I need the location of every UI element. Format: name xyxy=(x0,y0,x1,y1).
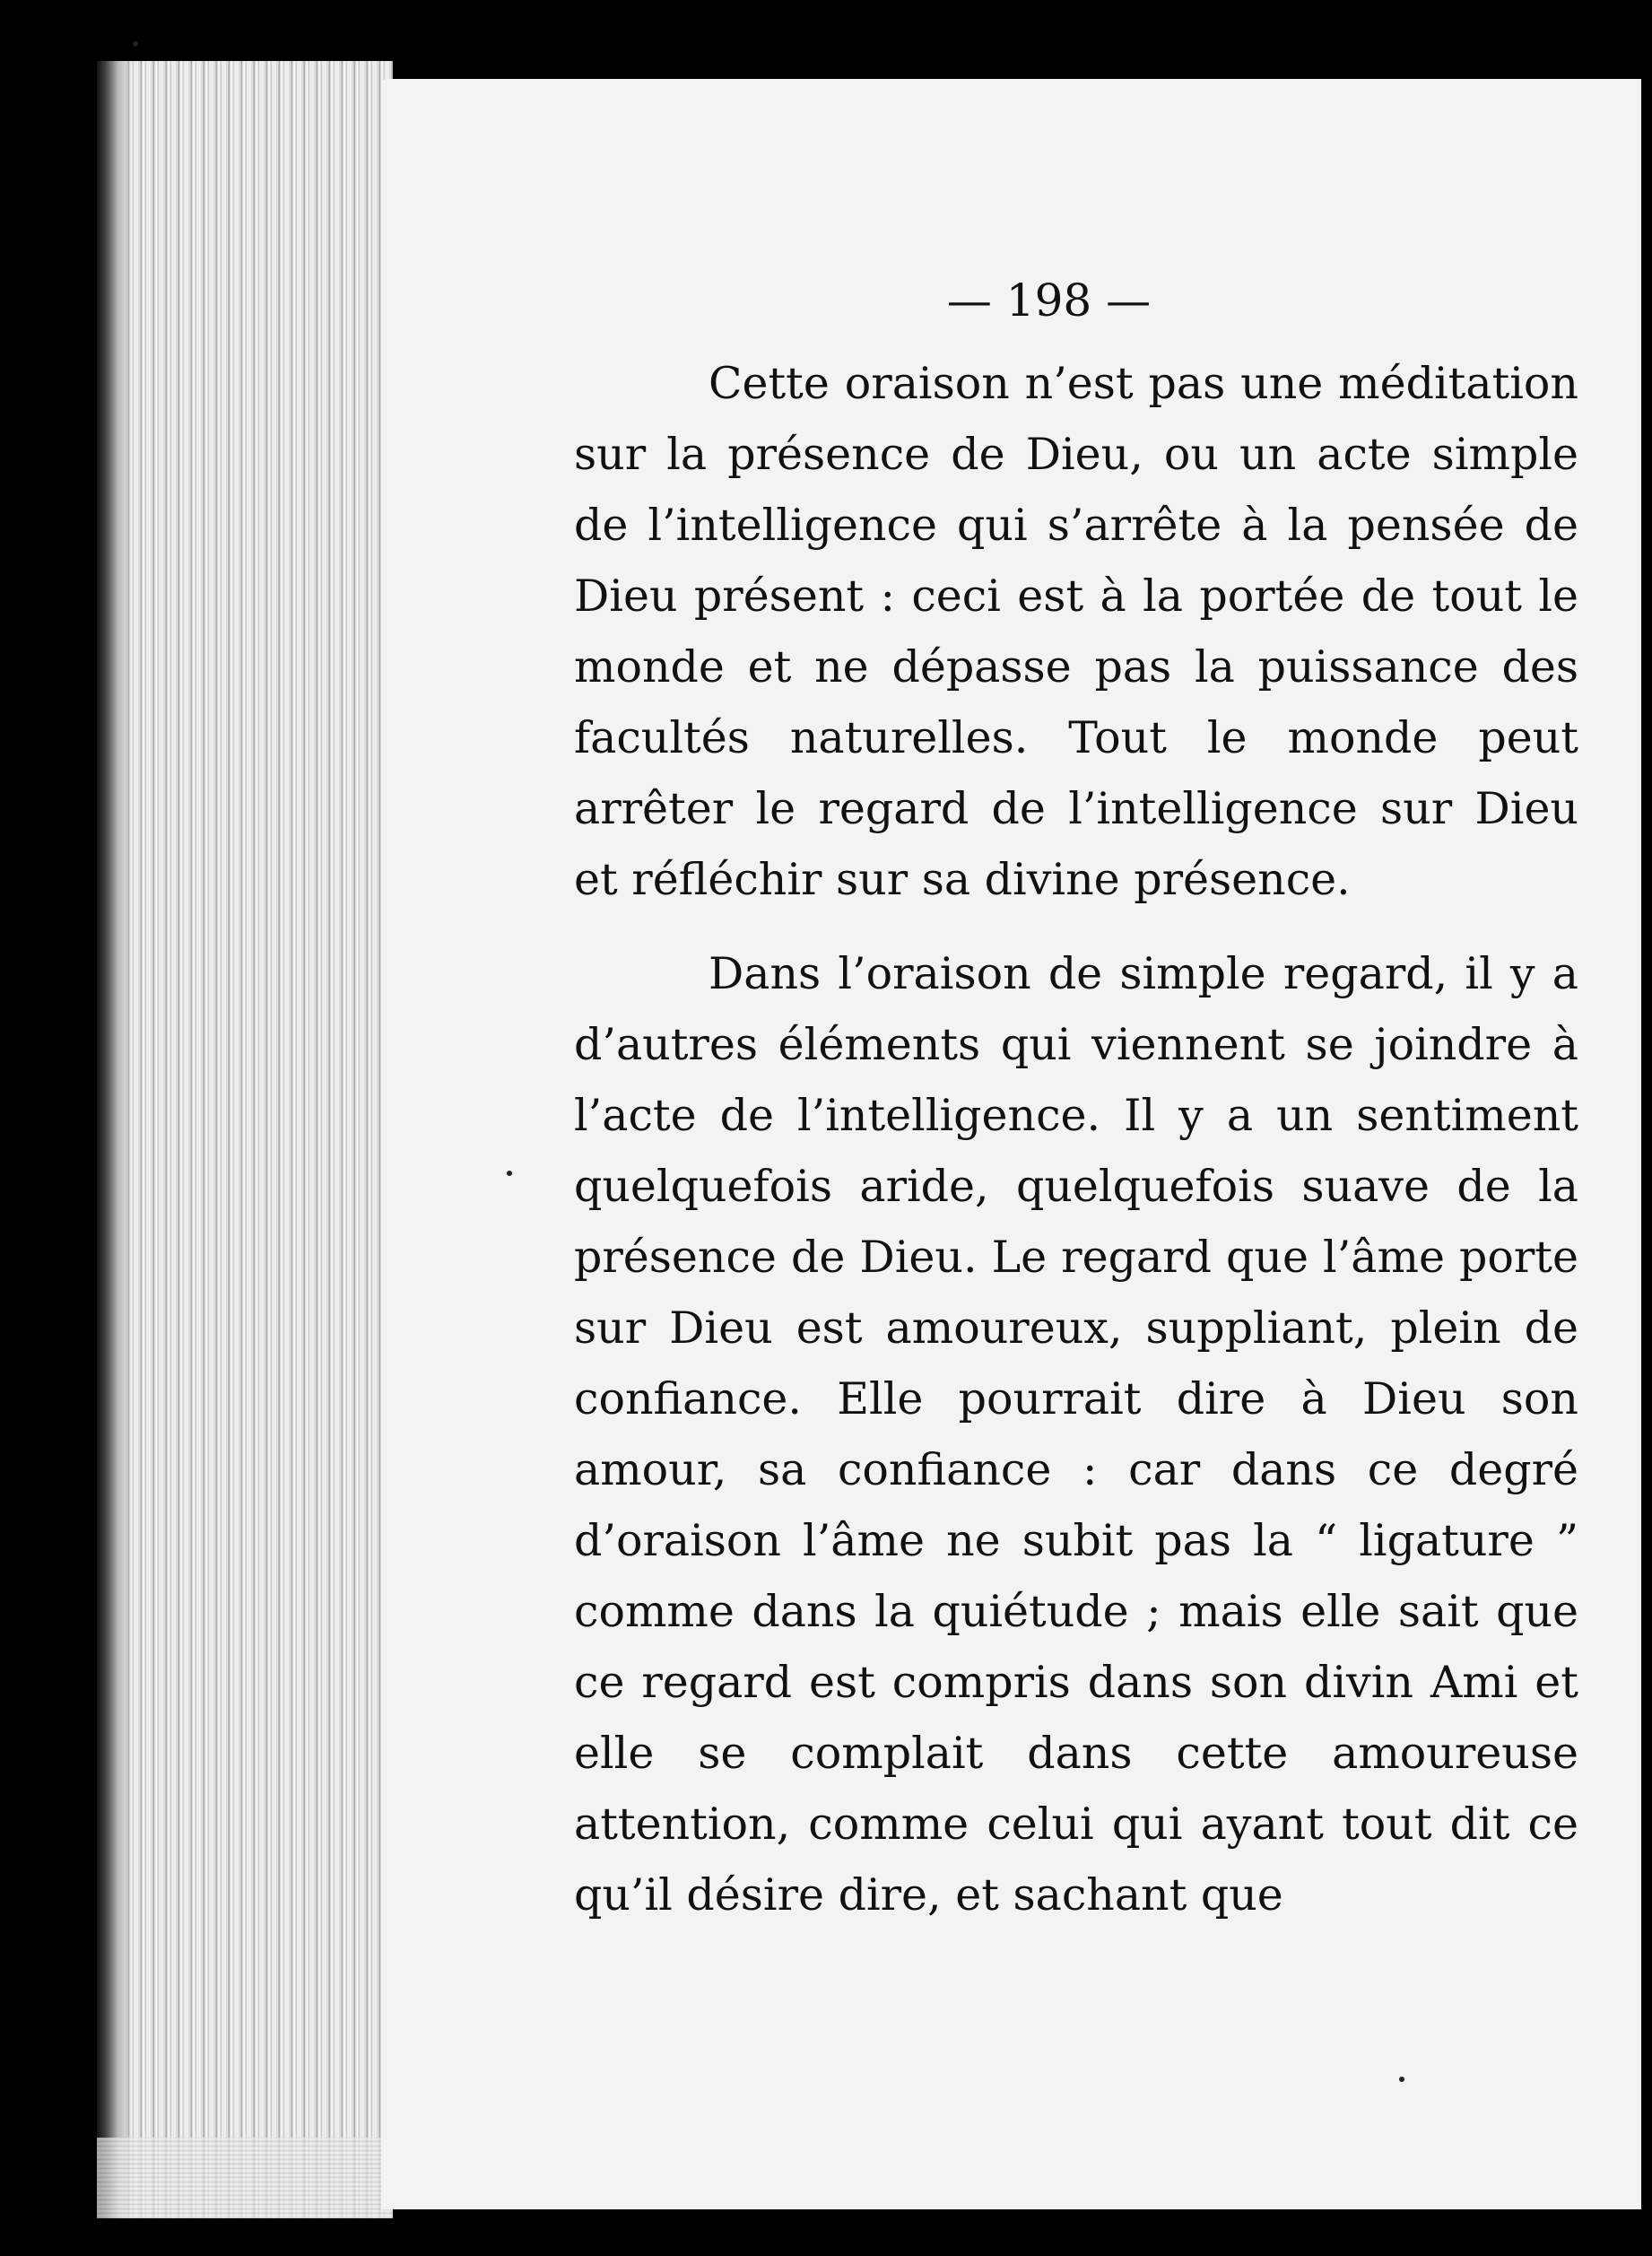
book-page-edges xyxy=(97,61,393,2218)
print-speck xyxy=(133,41,138,47)
paragraph-2: Dans l’oraison de simple regard, il y a d’autres éléments qui viennent se joindre à l’acte de l’intelligence. Il y a un sentiment quelquefois aride, quelquefois suave de la présence de Dieu. Le regard que l’âme porte sur Dieu est amoureux, suppliant, plein de confiance. Elle pourrait dire à Dieu son amour, sa confiance : car dans ce degré d’oraison l’âme ne subit pas la “ ligature ” comme dans la quiétude ; mais elle sait que ce regard est compris dans son divin Ami et elle se complait dans cette amoureuse attention, comme celui qui ayant tout dit ce qu’il désire dire, et sachant que xyxy=(574,948,1578,1921)
print-speck xyxy=(1399,2077,1404,2082)
book-page xyxy=(381,79,1641,2209)
body-text xyxy=(574,348,1578,1930)
paragraph-1: Cette oraison n’est pas une méditation sur la présence de Dieu, ou un acte simple de l’intelligence qui s’arrête à la pensée de Dieu présent : ceci est à la portée de tout le monde et ne dépasse pas la puissance des facultés naturelles. Tout le monde peut arrêter le regard de l’intelligence sur Dieu et réfléchir sur sa divine présence. xyxy=(574,358,1578,905)
print-speck xyxy=(507,1171,512,1176)
page-number: — 198 — xyxy=(946,274,1152,327)
